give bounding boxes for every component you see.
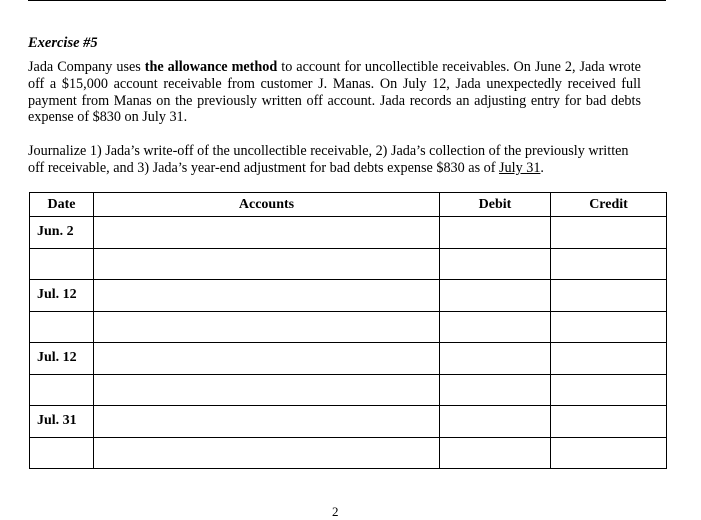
header-accounts: Accounts	[94, 193, 440, 217]
credit-cell[interactable]	[551, 248, 667, 280]
date-cell	[30, 311, 94, 343]
journal-body	[30, 217, 667, 469]
table-row	[30, 343, 667, 375]
table-row	[30, 374, 667, 406]
table-row	[30, 248, 667, 280]
accounts-cell[interactable]	[94, 280, 440, 312]
paragraph1-pre: Jada Company uses	[28, 59, 145, 75]
debit-cell[interactable]	[440, 406, 551, 438]
exercise-title: Exercise #5	[28, 35, 98, 51]
table-row	[30, 437, 667, 469]
date-cell: Jul. 12	[30, 343, 94, 375]
credit-cell[interactable]	[551, 343, 667, 375]
debit-cell[interactable]	[440, 311, 551, 343]
paragraph1-bold: the allowance method	[144, 59, 278, 75]
table-header-row	[30, 193, 667, 217]
credit-cell[interactable]	[551, 437, 667, 469]
header-credit: Credit	[551, 193, 667, 217]
debit-cell[interactable]	[440, 437, 551, 469]
credit-cell[interactable]	[551, 311, 667, 343]
date-cell	[30, 374, 94, 406]
paragraph2-pre: Journalize 1) Jada’s write-off of the uncollectible receivable, 2) Jada’s collection of the previously written off receivable, and 3) Jada’s year-end adjustment for bad debts expense $830 as of	[28, 143, 629, 176]
paragraph2-underlined: July 31	[499, 159, 541, 176]
page-number: 2	[332, 504, 339, 519]
debit-cell[interactable]	[440, 248, 551, 280]
table-row	[30, 406, 667, 438]
debit-cell[interactable]	[440, 280, 551, 312]
debit-cell[interactable]	[440, 374, 551, 406]
credit-cell[interactable]	[551, 406, 667, 438]
paragraph2-post: .	[540, 159, 544, 176]
date-cell: Jul. 12	[30, 280, 94, 312]
table-row	[30, 217, 667, 249]
header-debit: Debit	[440, 193, 551, 217]
paragraph1-post: to account for uncollectible receivables. On June 2, Jada wrote off a $15,000 account receivable from customer J. Manas. On July 12, Jada unexpectedly received full payment from Manas on the previously written off account. Jada records an adjusting entry for bad debts expense of $830 on July 31.	[28, 59, 641, 126]
top-rule	[28, 0, 666, 1]
credit-cell[interactable]	[551, 217, 667, 249]
accounts-cell[interactable]	[94, 311, 440, 343]
problem-paragraph	[28, 59, 641, 126]
table-row	[30, 280, 667, 312]
accounts-cell[interactable]	[94, 374, 440, 406]
credit-cell[interactable]	[551, 280, 667, 312]
accounts-cell[interactable]	[94, 343, 440, 375]
date-cell	[30, 248, 94, 280]
date-cell: Jul. 31	[30, 406, 94, 438]
table-row	[30, 311, 667, 343]
date-cell: Jun. 2	[30, 217, 94, 249]
accounts-cell[interactable]	[94, 437, 440, 469]
debit-cell[interactable]	[440, 217, 551, 249]
instructions-paragraph	[28, 143, 641, 177]
accounts-cell[interactable]	[94, 406, 440, 438]
date-cell	[30, 437, 94, 469]
accounts-cell[interactable]	[94, 248, 440, 280]
credit-cell[interactable]	[551, 374, 667, 406]
accounts-cell[interactable]	[94, 217, 440, 249]
header-date: Date	[30, 193, 94, 217]
debit-cell[interactable]	[440, 343, 551, 375]
journal-table	[29, 192, 667, 469]
